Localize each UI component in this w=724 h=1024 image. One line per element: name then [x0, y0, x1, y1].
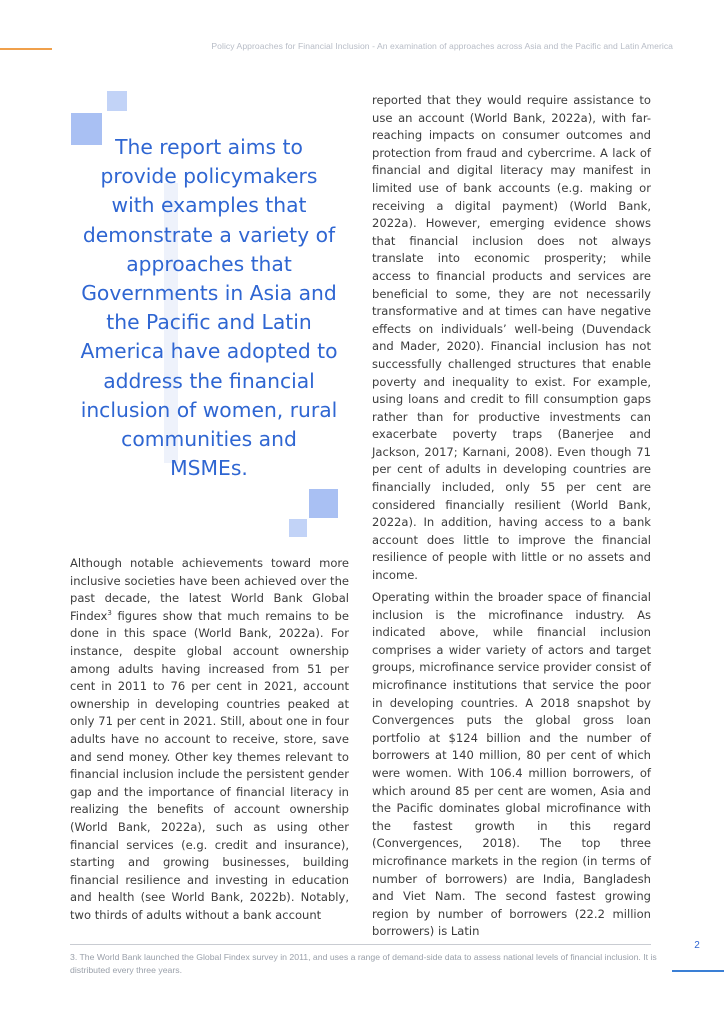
- decorative-square: [289, 519, 307, 537]
- running-header: Policy Approaches for Financial Inclusion - An examination of approaches across Asia and the Pacific and Latin America: [211, 41, 673, 51]
- decorative-square: [309, 489, 338, 518]
- top-accent-rule: [0, 48, 52, 50]
- body-paragraph-left: [70, 555, 349, 924]
- footnote-marker[interactable]: 3: [107, 608, 112, 617]
- footnote: 3. The World Bank launched the Global Findex survey in 2011, and uses a range of demand-side data to assess national levels of financial inclusion. It is distributed every three years.: [70, 952, 657, 975]
- pull-quote: The report aims to provide policymakers with examples that demonstrate a variety of approaches that Governments in Asia and the Pacific and Latin America have adopted to address the financial inclusion of women, rural communities and MSMEs.: [80, 135, 338, 481]
- decorative-square: [107, 91, 127, 111]
- paragraph-text: figures show that much remains to be done in this space (World Bank, 2022a). For instance, despite global account ownership among adults having increased from 51 per cent in 2011 to 76 per cent in 2021, account ownership in developing countries peaked at only 71 per cent in 2021. Still, about one in four adults have no account to receive, store, save and send money. Other key themes relevant to financial inclusion include the persistent gender gap and the importance of financial literacy in realizing the benefits of account ownership (World Bank, 2022a), such as using other financial services (e.g. credit and insurance), starting and growing businesses, building financial resilience and investing in education and health (see World Bank, 2022b). Notably, two thirds of adults without a bank account: [70, 608, 349, 922]
- body-paragraph-right-1: reported that they would require assistance to use an account (World Bank, 2022a), with far-reaching impacts on consumer outcomes and protection from fraud and cybercrime. A lack of financial and digital literacy may manifest in limited use of bank accounts (e.g. making or receiving a digital payment) (World Bank, 2022a). However, emerging evidence shows that financial inclusion does not always translate into economic prosperity; while access to financial products and services are beneficial to some, they are not necessarily transformative and at times can have negative effects on individuals’ well-being (Duvendack and Mader, 2020). Financial inclusion has not successfully challenged structures that enable poverty and inequality to exist. For example, using loans and credit to fill consumption gaps rather than for productive investments can exacerbate poverty traps (Banerjee and Jackson, 2017; Karnani, 2008). Even though 71 per cent of adults in developing countries are financially included, only 55 per cent are considered financially resilient (World Bank, 2022a). In addition, having access to a bank account does little to improve the financial resilience of people with little or no assets and income.: [372, 93, 651, 583]
- bottom-accent-rule: [672, 970, 724, 972]
- body-paragraph-right-2: Operating within the broader space of financial inclusion is the microfinance industry. As indicated above, while financial inclusion comprises a wider variety of actors and target groups, microfinance service provider consist of microfinance institutions that service the poor in developing countries. A 2018 snapshot by Convergences puts the global gross loan portfolio at $124 billion and the number of borrowers at 140 million, 80 per cent of which were women. With 106.4 million borrowers, of which around 85 per cent are women, Asia and the Pacific dominates global microfinance with the fastest growth in this regard (Convergences, 2018). The top three microfinance markets in the region (in terms of number of borrowers) are India, Bangladesh and Viet Nam. The second fastest growing region by number of borrowers (22.2 million borrowers) is Latin: [372, 590, 651, 939]
- page-number: 2: [694, 940, 700, 951]
- paragraph-text: Although notable achievements toward more inclusive societies have been achieved over the past decade, the latest World Bank Global Findex: [70, 556, 349, 623]
- footnote-divider: [70, 944, 651, 945]
